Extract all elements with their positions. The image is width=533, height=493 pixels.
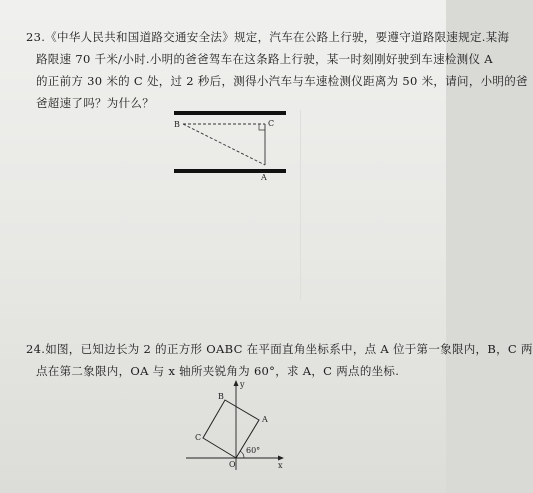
point-a-label: A (262, 415, 268, 424)
point-b-label: B (218, 392, 224, 401)
question-23-line-3: 的正前方 30 米的 C 处，过 2 秒后，测得小汽车与车速检测仪距离为 50 米，请问，小明的爸 (36, 74, 528, 88)
question-23-number: 23. (26, 30, 46, 44)
question-24-line-2: 点在第二象限内，OA 与 x 轴所夹锐角为 60°，求 A，C 两点的坐标. (36, 364, 400, 378)
question-24 (26, 338, 533, 382)
question-23-line-1 (26, 26, 510, 48)
question-24-line-1 (26, 338, 533, 360)
question-23-figure (168, 104, 293, 180)
question-24-text-1: 如图，已知边长为 2 的正方形 OABC 在平面直角坐标系中，点 A 位于第一象限内，B，C 两 (45, 342, 533, 356)
question-24-number: 24. (26, 342, 46, 356)
angle-label: 60° (246, 446, 261, 455)
angle-arc (240, 451, 244, 458)
x-axis-arrow (278, 456, 284, 461)
question-23-text-1: 《中华人民共和国道路交通安全法》规定，汽车在公路上行驶，要遵守道路限速规定.某海 (45, 30, 510, 44)
y-axis-label: y (240, 380, 245, 389)
x-axis-label: x (278, 461, 283, 470)
origin-label: O (229, 460, 236, 469)
point-a-label: A (261, 173, 267, 182)
question-23-line-4: 爸超速了吗？为什么？ (36, 96, 154, 110)
point-c-label: C (195, 433, 202, 442)
y-axis-arrow (234, 380, 239, 386)
question-24-figure (180, 378, 290, 474)
point-b-label: B (174, 120, 180, 129)
question-23 (26, 26, 528, 114)
bleed-through-marks (300, 110, 431, 300)
segment-ba (183, 124, 265, 165)
right-angle-mark (259, 124, 265, 130)
question-23-line-2: 路限速 70 千米/小时.小明的爸爸驾车在这条路上行驶，某一时刻刚好驶到车速检测仪 A (36, 52, 493, 66)
point-c-label: C (268, 119, 275, 128)
